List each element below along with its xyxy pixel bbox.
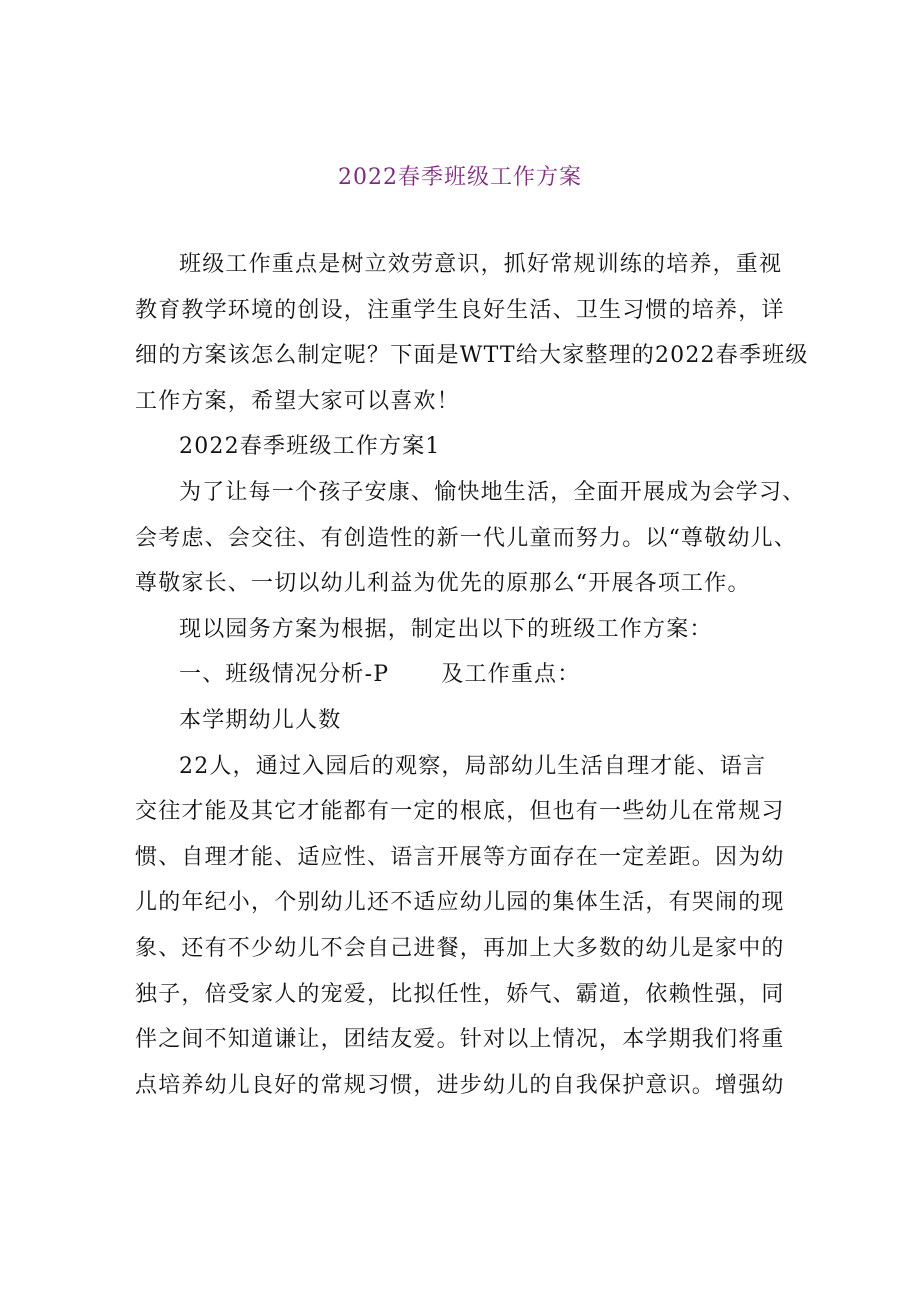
text-line: 象、还有不少幼儿不会自己进餐，再加上大多数的幼儿是家中的 [135,935,785,961]
text-line: 点培养幼儿良好的常规习惯，进步幼儿的自我保护意识。增强幼 [135,1072,785,1098]
text-line: 惯、自理才能、适应性、语言开展等方面存在一定差距。因为幼 [135,844,785,870]
text-line: 教育教学环境的创设，注重学生良好生活、卫生习惯的培养，详 [135,297,785,323]
text-line: 独子，倍受家人的宠爱，比拟任性，娇气、霸道，依赖性强，同 [135,981,785,1007]
text-line: 伴之间不知道谦让，团结友爱。针对以上情况，本学期我们将重 [135,1027,785,1053]
text-line: 为了让每一个孩子安康、愉快地生活，全面开展成为会学习、 [179,479,806,505]
paragraph-block-analysis [135,698,795,1108]
text-line: 2022春季班级工作方案1 [179,434,441,460]
section-heading-left: 一、班级情况分析-P [179,662,390,688]
text-line: 班级工作重点是树立效劳意识，抓好常规训练的培养，重视 [179,252,783,277]
text-line: 会考虑、会交往、有创造性的新一代儿童而努力。以“尊敬幼儿、 [135,525,798,551]
text-line: 交往才能及其它才能都有一定的根底，但也有一些幼儿在常规习 [135,799,785,825]
text-line: 本学期幼儿人数 [179,707,342,733]
paragraph-block-intro [135,242,809,652]
section-heading [135,652,795,698]
document-body [135,242,809,1108]
document-title: 2022春季班级工作方案 [338,165,582,190]
text-line: 22人，通过入园后的观察，局部幼儿生活自理才能、语言 [179,753,767,779]
text-line: 细的方案该怎么制定呢？下面是WTT给大家整理的2022春季班级 [135,343,809,369]
text-line: 现以园务方案为根据，制定出以下的班级工作方案： [179,616,713,642]
section-heading-right: 及工作重点： [441,662,581,688]
text-line: 儿的年纪小，个别幼儿还不适应幼儿园的集体生活，有哭闹的现 [135,890,785,916]
text-line: 尊敬家长、一切以幼儿利益为优先的原那么“开展各项工作。 [135,571,751,597]
text-line: 工作方案，希望大家可以喜欢！ [135,388,460,414]
